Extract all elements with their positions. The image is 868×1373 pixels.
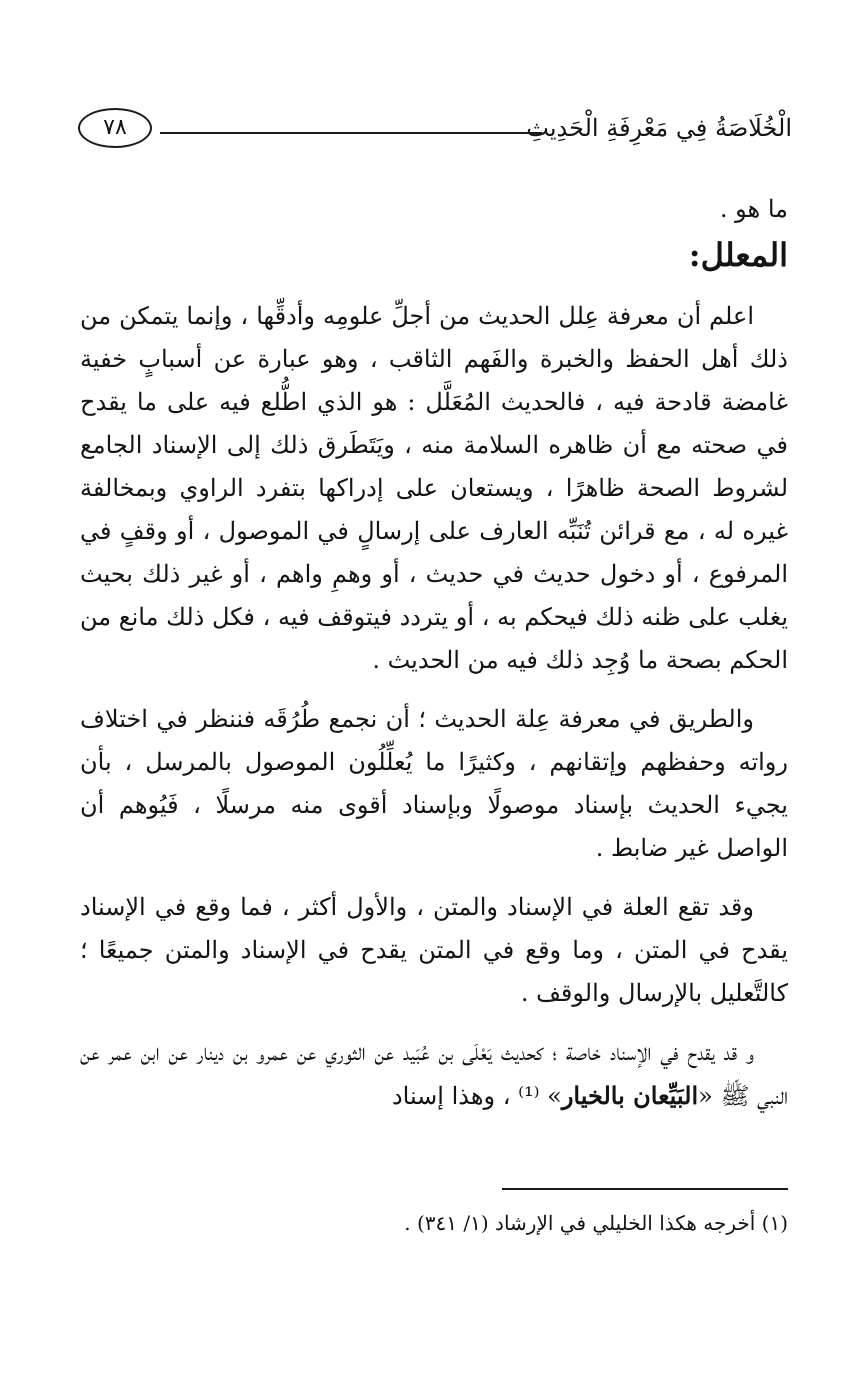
footnote-text: (١) أخرجه هكذا الخليلي في الإرشاد (١/ ٣٤١) .	[404, 1211, 788, 1235]
hadith-quote: البَيِّعان بالخيار	[561, 1081, 699, 1110]
header-rule	[160, 132, 542, 134]
body-paragraph-1: اعلم أن معرفة عِلل الحديث من أجلِّ علومِه وأدقِّها ، وإنما يتمكن من ذلك أهل الحفظ والخبرة والفَهم الثاقب ، وهو عبارة عن أسبابٍ خفية غامضة قادحة فيه ، فالحديث المُعَلَّل : هو الذي اطُّلع فيه على ما يقدح في صحته مع أن ظاهره السلامة منه ، ويَتَطَرق ذلك إلى الإسناد الجامع لشروط الصحة ظاهرًا ، ويستعان على إدراكها بتفرد الراوي وبمخالفة غيره له ، مع قرائن تُنَبِّه العارف على إرسالٍ في الموصول ، أو وقفٍ في المرفوع ، أو دخول حديث في حديث ، أو وهمِ واهم ، أو غير ذلك بحيث يغلب على ظنه ذلك فيحكم به ، أو يتردد فيتوقف فيه ، فكل ذلك مانع من الحكم بصحة ما وُجِد ذلك فيه من الحديث .	[80, 302, 788, 674]
body-paragraph-4	[80, 1031, 788, 1118]
paragraph-4-start: و قد يقدح في الإسناد خاصة ؛ كحديث يَعْلَى بن عُبَيد عن الثوري عن عمرو بن دينار عن ابن عمر عن النبي ﷺ «	[80, 1038, 788, 1110]
book-title: الْخُلَاصَةُ فِي مَعْرِفَةِ الْحَدِيثِ	[526, 114, 792, 142]
body-paragraph-2: والطريق في معرفة عِلة الحديث ؛ أن نجمع طُرُقَه فننظر في اختلاف رواته وحفظهم وإتقانهم ، وكثيرًا ما يُعلِّلُون الموصول بالمرسل ، بأن يجيء الحديث بإسناد موصولًا وبإسناد أقوى منه مرسلًا ، فَيُوهم أن الواصل غير ضابط .	[80, 705, 788, 862]
section-heading: المعلل:	[688, 236, 788, 274]
running-header	[78, 108, 792, 154]
page-body	[80, 188, 788, 1134]
body-paragraph-3: وقد تقع العلة في الإسناد والمتن ، والأول أكثر ، فما وقع في الإسناد يقدح في المتن ، وما وقع في المتن يقدح في الإسناد والمتن جميعًا ؛ كالتَّعليل بالإرسال والوقف .	[80, 893, 788, 1007]
carry-over-text: ما هو .	[719, 195, 788, 223]
paragraph-4-end: » ⁽¹⁾ ، وهذا إسناد	[391, 1082, 562, 1110]
page-number-badge: ٧٨	[78, 108, 152, 148]
footnote-separator	[502, 1188, 788, 1190]
